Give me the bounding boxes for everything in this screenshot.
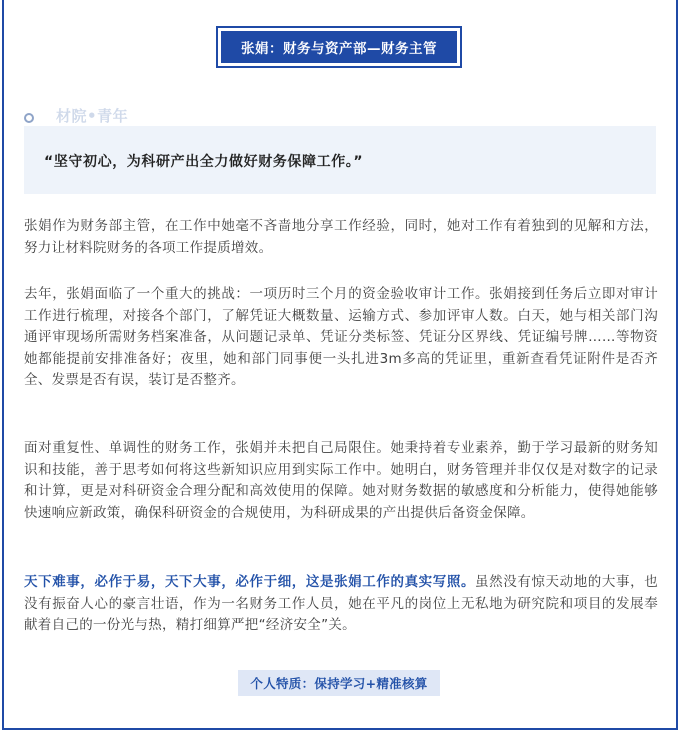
paragraph-1: 张娟作为财务部主管，在工作中她毫不吝啬地分享工作经验，同时，她对工作有着独到的见解和方法，努力让材料院财务的各项工作提质增效。 <box>24 218 658 256</box>
section-label: 材院•青年 <box>56 107 129 125</box>
personal-traits-badge: 个人特质：保持学习+精准核算 <box>238 670 440 696</box>
paragraph-2: 去年，张娟面临了一个重大的挑战：一项历时三个月的资金验收审计工作。张娟接到任务后立即对审计工作进行梳理，对接各个部门，了解凭证大概数量、运输方式、参加评审人数。白天，她与相关部门沟通评审现场所需财务档案准备，从问题记录单、凭证分类标签、凭证分区界线、凭证编号牌……等物资她都能提前安排准备好；夜里，她和部门同事便一头扎进3m多高的凭证里，重新查看凭证附件是否齐全、发票是否有误，装订是否整齐。 <box>24 286 658 388</box>
section-circle-icon <box>24 113 34 123</box>
quote-box <box>24 126 656 194</box>
paragraph-4-text: 虽然没有惊天动地的大事，也没有振奋人心的豪言壮语，作为一名财务工作人员，她在平凡的岗位上无私地为研究院和项目的发展奉献着自己的一份光与热，精打细算严把“经济安全”关。 <box>24 574 658 633</box>
title-banner <box>216 26 462 68</box>
quote-text: “坚守初心，为科研产出全力做好财务保障工作。” <box>44 154 364 170</box>
paragraph-4 <box>24 572 658 637</box>
page-title: 张娟：财务与资产部—财务主管 <box>221 31 457 63</box>
paragraph-3: 面对重复性、单调性的财务工作，张娟并未把自己局限住。她秉持着专业素养，勤于学习最新的财务知识和技能，善于思考如何将这些新知识应用到实际工作中。她明白，财务管理并非仅仅是对数字的记录和计算，更是对科研资金合理分配和高效使用的保障。她对财务数据的敏感度和分析能力，使得她能够快速响应新政策，确保科研资金的合规使用，为科研成果的产出提供后备资金保障。 <box>24 440 658 521</box>
paragraph-4-emphasis: 天下难事，必作于易，天下大事，必作于细，这是张娟工作的真实写照。 <box>24 574 476 590</box>
